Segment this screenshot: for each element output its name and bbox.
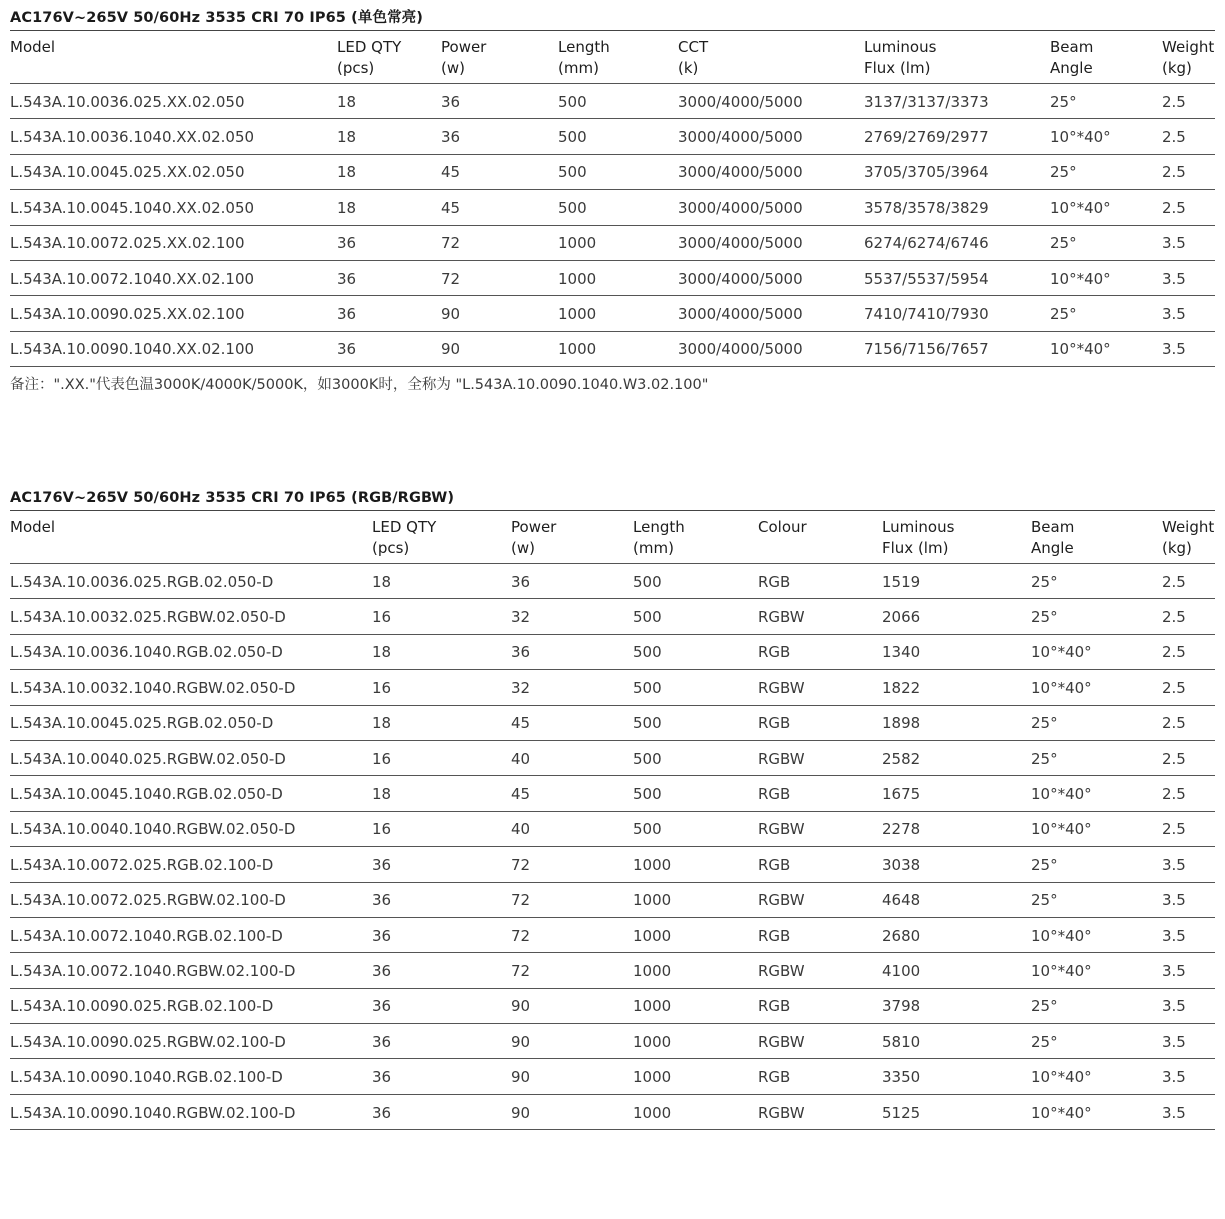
table-cell: 7410/7410/7930 xyxy=(864,296,1050,331)
table-row xyxy=(10,84,1215,119)
table-cell: RGBW xyxy=(758,811,882,846)
column-header xyxy=(758,511,882,564)
table-cell: 3000/4000/5000 xyxy=(678,84,864,119)
table-row xyxy=(10,154,1215,189)
table-cell: 500 xyxy=(633,599,758,634)
column-header-label: Model xyxy=(10,518,56,536)
table-cell: L.543A.10.0072.025.RGBW.02.100-D xyxy=(10,882,372,917)
table-cell: RGB xyxy=(758,917,882,952)
table-cell: 500 xyxy=(633,811,758,846)
table-cell: 36 xyxy=(372,1024,511,1059)
table-cell: 18 xyxy=(337,190,441,225)
table-cell: 1898 xyxy=(882,705,1031,740)
column-header xyxy=(864,31,1050,84)
table-cell: 45 xyxy=(441,190,558,225)
table-row xyxy=(10,1059,1215,1094)
table-cell: 90 xyxy=(511,1024,633,1059)
table-cell: 500 xyxy=(633,670,758,705)
table-cell: 1000 xyxy=(633,988,758,1023)
table-cell: 2.5 xyxy=(1162,564,1215,599)
table-cell: 3000/4000/5000 xyxy=(678,225,864,260)
table-cell: 36 xyxy=(337,296,441,331)
table-cell: 3.5 xyxy=(1162,988,1215,1023)
table-cell: 25° xyxy=(1050,84,1162,119)
table-row xyxy=(10,119,1215,154)
table-cell: 3.5 xyxy=(1162,1024,1215,1059)
table-cell: 1000 xyxy=(633,917,758,952)
table-cell: 3.5 xyxy=(1162,953,1215,988)
column-header xyxy=(633,511,758,564)
table-cell: 16 xyxy=(372,599,511,634)
table-cell: RGBW xyxy=(758,1024,882,1059)
table-cell: 2.5 xyxy=(1162,776,1215,811)
table-cell: 10°*40° xyxy=(1050,190,1162,225)
column-header xyxy=(678,31,864,84)
table-cell: 25° xyxy=(1050,296,1162,331)
table-cell: L.543A.10.0045.1040.XX.02.050 xyxy=(10,190,337,225)
column-header-unit: (w) xyxy=(511,539,535,557)
table-cell: 10°*40° xyxy=(1031,1094,1162,1129)
table-row xyxy=(10,882,1215,917)
table-cell: 3000/4000/5000 xyxy=(678,190,864,225)
table-cell: 25° xyxy=(1050,154,1162,189)
table-cell: 18 xyxy=(372,776,511,811)
table-cell: 36 xyxy=(511,634,633,669)
table-cell: 500 xyxy=(558,84,678,119)
column-header xyxy=(1162,511,1215,564)
table-cell: 36 xyxy=(372,847,511,882)
table-cell: 36 xyxy=(511,564,633,599)
table-cell: 10°*40° xyxy=(1050,260,1162,295)
table-row xyxy=(10,988,1215,1023)
table-cell: L.543A.10.0072.1040.XX.02.100 xyxy=(10,260,337,295)
column-header-label: Length xyxy=(633,518,685,536)
table-cell: 32 xyxy=(511,599,633,634)
table-cell: 36 xyxy=(372,953,511,988)
table-cell: 40 xyxy=(511,740,633,775)
table-cell: 10°*40° xyxy=(1031,1059,1162,1094)
column-header-label: Weight xyxy=(1162,38,1215,56)
table-cell: 36 xyxy=(337,331,441,366)
table-cell: 25° xyxy=(1031,882,1162,917)
table-cell: 45 xyxy=(511,705,633,740)
table-cell: 16 xyxy=(372,811,511,846)
table-cell: 1519 xyxy=(882,564,1031,599)
table-cell: 18 xyxy=(372,564,511,599)
table-cell: 3.5 xyxy=(1162,882,1215,917)
table-cell: L.543A.10.0072.1040.RGBW.02.100-D xyxy=(10,953,372,988)
table-cell: L.543A.10.0072.1040.RGB.02.100-D xyxy=(10,917,372,952)
table-header-row xyxy=(10,511,1215,564)
table-cell: 36 xyxy=(372,882,511,917)
table-cell: RGB xyxy=(758,634,882,669)
column-header-label: Beam xyxy=(1031,518,1075,536)
table-cell: 3000/4000/5000 xyxy=(678,331,864,366)
table-row xyxy=(10,599,1215,634)
table-cell: 2.5 xyxy=(1162,811,1215,846)
table-cell: 90 xyxy=(511,1094,633,1129)
table-cell: 90 xyxy=(511,1059,633,1094)
table-cell: 25° xyxy=(1031,705,1162,740)
table-cell: 500 xyxy=(558,119,678,154)
table-cell: L.543A.10.0072.025.RGB.02.100-D xyxy=(10,847,372,882)
column-header xyxy=(882,511,1031,564)
table-cell: 5537/5537/5954 xyxy=(864,260,1050,295)
table-cell: 10°*40° xyxy=(1031,634,1162,669)
table-cell: 1000 xyxy=(633,882,758,917)
table-row xyxy=(10,331,1215,366)
section-title: AC176V~265V 50/60Hz 3535 CRI 70 IP65 (RGB/RGBW) xyxy=(10,486,1215,511)
table-cell: RGB xyxy=(758,564,882,599)
table-cell: 16 xyxy=(372,740,511,775)
table-cell: L.543A.10.0036.025.RGB.02.050-D xyxy=(10,564,372,599)
column-header xyxy=(1031,511,1162,564)
table-cell: 36 xyxy=(441,84,558,119)
table-cell: 6274/6274/6746 xyxy=(864,225,1050,260)
table-cell: 10°*40° xyxy=(1031,670,1162,705)
table-cell: 36 xyxy=(337,260,441,295)
table-cell: RGBW xyxy=(758,670,882,705)
table-cell: 2.5 xyxy=(1162,154,1215,189)
table-row xyxy=(10,917,1215,952)
column-header xyxy=(10,31,337,84)
table-cell: 25° xyxy=(1031,847,1162,882)
table-cell: 40 xyxy=(511,811,633,846)
table-cell: 3000/4000/5000 xyxy=(678,154,864,189)
table-cell: L.543A.10.0045.025.XX.02.050 xyxy=(10,154,337,189)
table-cell: 45 xyxy=(441,154,558,189)
column-header-label: Luminous xyxy=(882,518,955,536)
table-cell: L.543A.10.0036.1040.XX.02.050 xyxy=(10,119,337,154)
table-row xyxy=(10,634,1215,669)
table-cell: RGB xyxy=(758,1059,882,1094)
table-row xyxy=(10,740,1215,775)
table-cell: L.543A.10.0032.025.RGBW.02.050-D xyxy=(10,599,372,634)
table-cell: 3578/3578/3829 xyxy=(864,190,1050,225)
column-header-unit: (w) xyxy=(441,59,465,77)
table-cell: 3350 xyxy=(882,1059,1031,1094)
table-cell: 2582 xyxy=(882,740,1031,775)
table-body xyxy=(10,564,1215,1130)
table-cell: 72 xyxy=(511,953,633,988)
table-cell: 2.5 xyxy=(1162,119,1215,154)
column-header xyxy=(511,511,633,564)
column-header-label: Colour xyxy=(758,518,807,536)
table-cell: L.543A.10.0090.1040.RGBW.02.100-D xyxy=(10,1094,372,1129)
column-header-label: Power xyxy=(441,38,487,56)
table-body xyxy=(10,84,1215,367)
table-row xyxy=(10,225,1215,260)
table-row xyxy=(10,296,1215,331)
spec-section-mono xyxy=(10,6,1215,403)
table-cell: RGB xyxy=(758,988,882,1023)
table-cell: 1000 xyxy=(558,260,678,295)
column-header-label: Length xyxy=(558,38,610,56)
column-header xyxy=(1162,31,1215,84)
table-row xyxy=(10,847,1215,882)
table-cell: 7156/7156/7657 xyxy=(864,331,1050,366)
table-row xyxy=(10,953,1215,988)
column-header-label: Luminous xyxy=(864,38,937,56)
table-cell: L.543A.10.0032.1040.RGBW.02.050-D xyxy=(10,670,372,705)
table-cell: L.543A.10.0090.025.XX.02.100 xyxy=(10,296,337,331)
column-header-unit: (pcs) xyxy=(372,539,410,557)
table-cell: L.543A.10.0045.1040.RGB.02.050-D xyxy=(10,776,372,811)
table-cell: 1000 xyxy=(633,1024,758,1059)
table-cell: 18 xyxy=(372,634,511,669)
table-cell: 10°*40° xyxy=(1031,953,1162,988)
column-header-unit: (mm) xyxy=(633,539,674,557)
table-cell: 2066 xyxy=(882,599,1031,634)
table-cell: 72 xyxy=(441,260,558,295)
table-cell: RGBW xyxy=(758,599,882,634)
table-cell: 10°*40° xyxy=(1050,119,1162,154)
table-cell: 25° xyxy=(1050,225,1162,260)
section-title: AC176V~265V 50/60Hz 3535 CRI 70 IP65 (单色常亮) xyxy=(10,6,1215,31)
table-cell: RGB xyxy=(758,705,882,740)
table-row xyxy=(10,564,1215,599)
table-cell: 25° xyxy=(1031,740,1162,775)
table-cell: 3038 xyxy=(882,847,1031,882)
column-header-unit: Angle xyxy=(1031,539,1074,557)
column-header-unit: Flux (lm) xyxy=(882,539,949,557)
table-cell: 36 xyxy=(372,1094,511,1129)
column-header-label: Beam xyxy=(1050,38,1094,56)
column-header xyxy=(372,511,511,564)
table-cell: 2.5 xyxy=(1162,84,1215,119)
table-cell: 2.5 xyxy=(1162,705,1215,740)
column-header xyxy=(441,31,558,84)
table-cell: L.543A.10.0090.1040.XX.02.100 xyxy=(10,331,337,366)
column-header-label: LED QTY xyxy=(337,38,402,56)
table-cell: L.543A.10.0090.025.RGBW.02.100-D xyxy=(10,1024,372,1059)
spec-section-rgb xyxy=(10,486,1215,1130)
table-cell: L.543A.10.0040.025.RGBW.02.050-D xyxy=(10,740,372,775)
table-cell: 1340 xyxy=(882,634,1031,669)
table-row xyxy=(10,1024,1215,1059)
column-header-unit: (pcs) xyxy=(337,59,375,77)
table-cell: 3000/4000/5000 xyxy=(678,296,864,331)
table-row xyxy=(10,776,1215,811)
column-header-unit: (k) xyxy=(678,59,699,77)
table-row xyxy=(10,260,1215,295)
table-cell: L.543A.10.0090.025.RGB.02.100-D xyxy=(10,988,372,1023)
table-row xyxy=(10,1094,1215,1129)
column-header xyxy=(10,511,372,564)
table-note: 备注：".XX."代表色温3000K/4000K/5000K，如3000K时，全称为 "L.543A.10.0090.1040.W3.02.100" xyxy=(10,377,709,394)
table-cell: 25° xyxy=(1031,988,1162,1023)
column-header-label: CCT xyxy=(678,38,709,56)
table-cell: 500 xyxy=(633,634,758,669)
column-header-unit: (mm) xyxy=(558,59,599,77)
table-cell: L.543A.10.0036.025.XX.02.050 xyxy=(10,84,337,119)
table-cell: 1000 xyxy=(633,847,758,882)
table-cell: 2769/2769/2977 xyxy=(864,119,1050,154)
table-cell: 500 xyxy=(633,705,758,740)
table-cell: 18 xyxy=(372,705,511,740)
table-cell: 2278 xyxy=(882,811,1031,846)
table-cell: 10°*40° xyxy=(1031,776,1162,811)
column-header-label: Weight xyxy=(1162,518,1215,536)
table-cell: 90 xyxy=(441,331,558,366)
table-cell: 2.5 xyxy=(1162,634,1215,669)
table-cell: 72 xyxy=(511,882,633,917)
table-cell: L.543A.10.0045.025.RGB.02.050-D xyxy=(10,705,372,740)
table-cell: 3.5 xyxy=(1162,225,1215,260)
table-cell: RGBW xyxy=(758,740,882,775)
table-cell: 3.5 xyxy=(1162,1094,1215,1129)
table-cell: RGBW xyxy=(758,882,882,917)
table-cell: 72 xyxy=(441,225,558,260)
table-cell: 3.5 xyxy=(1162,1059,1215,1094)
table-cell: 18 xyxy=(337,84,441,119)
table-cell: 2.5 xyxy=(1162,599,1215,634)
table-cell: L.543A.10.0072.025.XX.02.100 xyxy=(10,225,337,260)
table-cell: 36 xyxy=(441,119,558,154)
table-cell: 3.5 xyxy=(1162,296,1215,331)
table-cell: 4648 xyxy=(882,882,1031,917)
table-cell: 25° xyxy=(1031,1024,1162,1059)
table-cell: 25° xyxy=(1031,599,1162,634)
table-cell: L.543A.10.0040.1040.RGBW.02.050-D xyxy=(10,811,372,846)
table-cell: 2.5 xyxy=(1162,190,1215,225)
column-header-label: Power xyxy=(511,518,557,536)
table-cell: RGBW xyxy=(758,953,882,988)
column-header-unit: Angle xyxy=(1050,59,1093,77)
table-cell: RGB xyxy=(758,847,882,882)
table-cell: 2.5 xyxy=(1162,740,1215,775)
table-row xyxy=(10,705,1215,740)
table-cell: 1000 xyxy=(558,296,678,331)
table-cell: 36 xyxy=(372,988,511,1023)
table-cell: 1000 xyxy=(558,225,678,260)
table-cell: 500 xyxy=(633,740,758,775)
table-cell: 3.5 xyxy=(1162,847,1215,882)
table-cell: 90 xyxy=(511,988,633,1023)
table-row xyxy=(10,670,1215,705)
table-cell: 500 xyxy=(558,154,678,189)
table-cell: 2680 xyxy=(882,917,1031,952)
column-header-label: Model xyxy=(10,38,56,56)
table-cell: 5125 xyxy=(882,1094,1031,1129)
column-header xyxy=(337,31,441,84)
table-cell: 3.5 xyxy=(1162,260,1215,295)
table-cell: 3137/3137/3373 xyxy=(864,84,1050,119)
table-cell: 10°*40° xyxy=(1031,811,1162,846)
table-cell: 3000/4000/5000 xyxy=(678,119,864,154)
table-cell: 72 xyxy=(511,917,633,952)
table-cell: 3705/3705/3964 xyxy=(864,154,1050,189)
table-cell: 10°*40° xyxy=(1031,917,1162,952)
table-cell: 2.5 xyxy=(1162,670,1215,705)
table-row xyxy=(10,190,1215,225)
table-cell: 36 xyxy=(372,1059,511,1094)
table-cell: 36 xyxy=(337,225,441,260)
table-cell: 32 xyxy=(511,670,633,705)
table-cell: 3.5 xyxy=(1162,917,1215,952)
table-cell: RGBW xyxy=(758,1094,882,1129)
column-header xyxy=(558,31,678,84)
column-header-unit: (kg) xyxy=(1162,59,1192,77)
table-cell: 500 xyxy=(558,190,678,225)
table-cell: 4100 xyxy=(882,953,1031,988)
spec-table-mono xyxy=(10,31,1215,367)
table-cell: 3.5 xyxy=(1162,331,1215,366)
column-header xyxy=(1050,31,1162,84)
table-cell: 25° xyxy=(1031,564,1162,599)
table-cell: 5810 xyxy=(882,1024,1031,1059)
table-cell: 18 xyxy=(337,154,441,189)
table-cell: 18 xyxy=(337,119,441,154)
table-cell: L.543A.10.0090.1040.RGB.02.100-D xyxy=(10,1059,372,1094)
table-cell: 1675 xyxy=(882,776,1031,811)
table-cell: 72 xyxy=(511,847,633,882)
table-cell: 500 xyxy=(633,564,758,599)
column-header-unit: (kg) xyxy=(1162,539,1192,557)
table-cell: 3798 xyxy=(882,988,1031,1023)
table-cell: 1000 xyxy=(558,331,678,366)
table-cell: 3000/4000/5000 xyxy=(678,260,864,295)
column-header-unit: Flux (lm) xyxy=(864,59,931,77)
table-cell: L.543A.10.0036.1040.RGB.02.050-D xyxy=(10,634,372,669)
table-row xyxy=(10,811,1215,846)
table-cell: 90 xyxy=(441,296,558,331)
column-header-label: LED QTY xyxy=(372,518,437,536)
table-cell: 500 xyxy=(633,776,758,811)
table-cell: 1000 xyxy=(633,1059,758,1094)
spec-table-rgb xyxy=(10,511,1215,1130)
table-cell: 1822 xyxy=(882,670,1031,705)
table-cell: 16 xyxy=(372,670,511,705)
table-cell: 10°*40° xyxy=(1050,331,1162,366)
table-cell: 1000 xyxy=(633,1094,758,1129)
table-cell: 36 xyxy=(372,917,511,952)
table-cell: 1000 xyxy=(633,953,758,988)
table-cell: 45 xyxy=(511,776,633,811)
table-cell: RGB xyxy=(758,776,882,811)
table-header-row xyxy=(10,31,1215,84)
